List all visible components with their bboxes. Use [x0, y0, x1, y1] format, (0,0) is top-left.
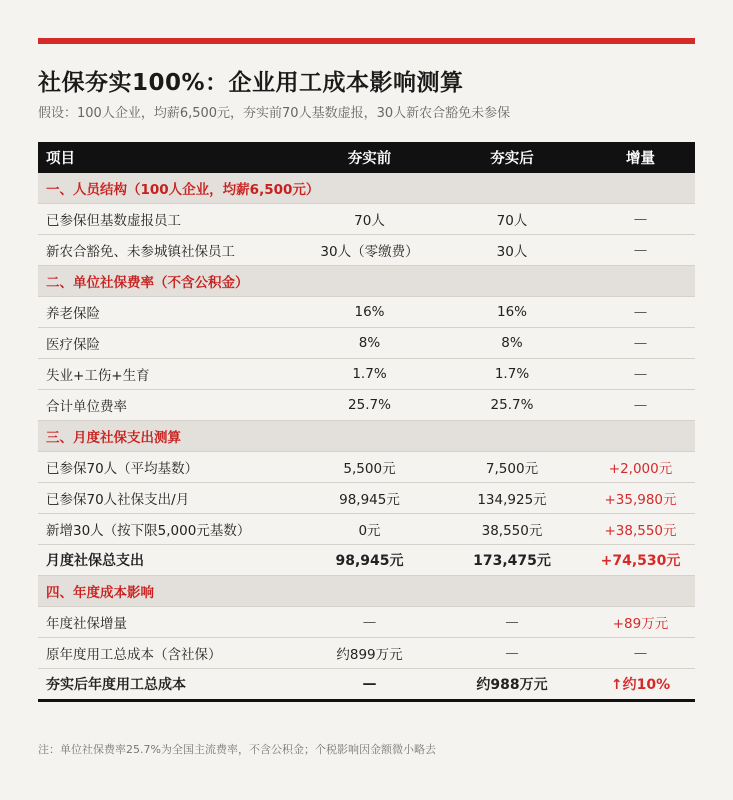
section-row	[38, 173, 695, 204]
cell-delta: +2,000元	[586, 452, 695, 483]
table-row	[38, 514, 695, 545]
cell-delta: —	[586, 235, 695, 266]
cell-delta: —	[586, 359, 695, 390]
cell-before: 8%	[301, 328, 438, 359]
table-row	[38, 390, 695, 421]
cell-item: 原年度用工总成本（含社保）	[38, 638, 301, 669]
cell-before: —	[301, 669, 438, 701]
top-accent-bar	[38, 38, 695, 44]
cell-item: 已参保70人（平均基数）	[38, 452, 301, 483]
cost-table	[38, 142, 695, 702]
cell-item: 养老保险	[38, 297, 301, 328]
cell-delta: —	[586, 390, 695, 421]
section-title: 三、月度社保支出测算	[38, 421, 695, 452]
table-row-total	[38, 545, 695, 576]
cell-item: 已参保但基数虚报员工	[38, 204, 301, 235]
cell-item: 月度社保总支出	[38, 545, 301, 576]
section-row	[38, 266, 695, 297]
table-row	[38, 297, 695, 328]
cell-delta: +38,550元	[586, 514, 695, 545]
header-delta: 增量	[586, 142, 695, 173]
cell-item: 年度社保增量	[38, 607, 301, 638]
section-title: 一、人员结构（100人企业，均薪6,500元）	[38, 173, 695, 204]
cell-after: 约988万元	[438, 669, 586, 701]
section-title: 四、年度成本影响	[38, 576, 695, 607]
cell-delta: ↑约10%	[586, 669, 695, 701]
header-before: 夯实前	[301, 142, 438, 173]
cell-after: 8%	[438, 328, 586, 359]
table-header-row	[38, 142, 695, 173]
page-title: 社保夯实100%：企业用工成本影响测算	[38, 70, 464, 96]
cell-delta: —	[586, 638, 695, 669]
cell-before: 约899万元	[301, 638, 438, 669]
cell-before: 16%	[301, 297, 438, 328]
cell-after: 1.7%	[438, 359, 586, 390]
cell-item: 合计单位费率	[38, 390, 301, 421]
cell-after: 25.7%	[438, 390, 586, 421]
cell-after: 16%	[438, 297, 586, 328]
cell-item: 已参保70人社保支出/月	[38, 483, 301, 514]
cell-before: 30人（零缴费）	[301, 235, 438, 266]
cell-before: 0元	[301, 514, 438, 545]
cell-before: 70人	[301, 204, 438, 235]
table-row	[38, 638, 695, 669]
cell-before: 98,945元	[301, 483, 438, 514]
cell-after: 30人	[438, 235, 586, 266]
cell-item: 新农合豁免、未参城镇社保员工	[38, 235, 301, 266]
cell-item: 医疗保险	[38, 328, 301, 359]
table-row-total	[38, 669, 695, 701]
cell-after: —	[438, 607, 586, 638]
cell-after: 70人	[438, 204, 586, 235]
cell-after: —	[438, 638, 586, 669]
cell-item: 夯实后年度用工总成本	[38, 669, 301, 701]
cell-delta: —	[586, 204, 695, 235]
cell-item: 新增30人（按下限5,000元基数）	[38, 514, 301, 545]
cell-before: —	[301, 607, 438, 638]
table-row	[38, 452, 695, 483]
table-row	[38, 607, 695, 638]
cell-before: 98,945元	[301, 545, 438, 576]
cell-item: 失业+工伤+生育	[38, 359, 301, 390]
footnote: 注：单位社保费率25.7%为全国主流费率，不含公积金；个税影响因金额微小略去	[38, 743, 436, 756]
cell-delta: +89万元	[586, 607, 695, 638]
cell-delta: —	[586, 328, 695, 359]
cell-after: 173,475元	[438, 545, 586, 576]
table-row	[38, 204, 695, 235]
cell-before: 1.7%	[301, 359, 438, 390]
cell-delta: +74,530元	[586, 545, 695, 576]
table-row	[38, 328, 695, 359]
cell-delta: —	[586, 297, 695, 328]
cell-before: 5,500元	[301, 452, 438, 483]
cell-after: 7,500元	[438, 452, 586, 483]
section-title: 二、单位社保费率（不含公积金）	[38, 266, 695, 297]
header-after: 夯实后	[438, 142, 586, 173]
cell-after: 38,550元	[438, 514, 586, 545]
cell-before: 25.7%	[301, 390, 438, 421]
section-row	[38, 421, 695, 452]
header-item: 项目	[38, 142, 301, 173]
section-row	[38, 576, 695, 607]
cell-after: 134,925元	[438, 483, 586, 514]
table-row	[38, 483, 695, 514]
table-row	[38, 235, 695, 266]
page-subtitle: 假设：100人企业，均薪6,500元，夯实前70人基数虚报，30人新农合豁免未参保	[38, 106, 511, 121]
cell-delta: +35,980元	[586, 483, 695, 514]
table-row	[38, 359, 695, 390]
